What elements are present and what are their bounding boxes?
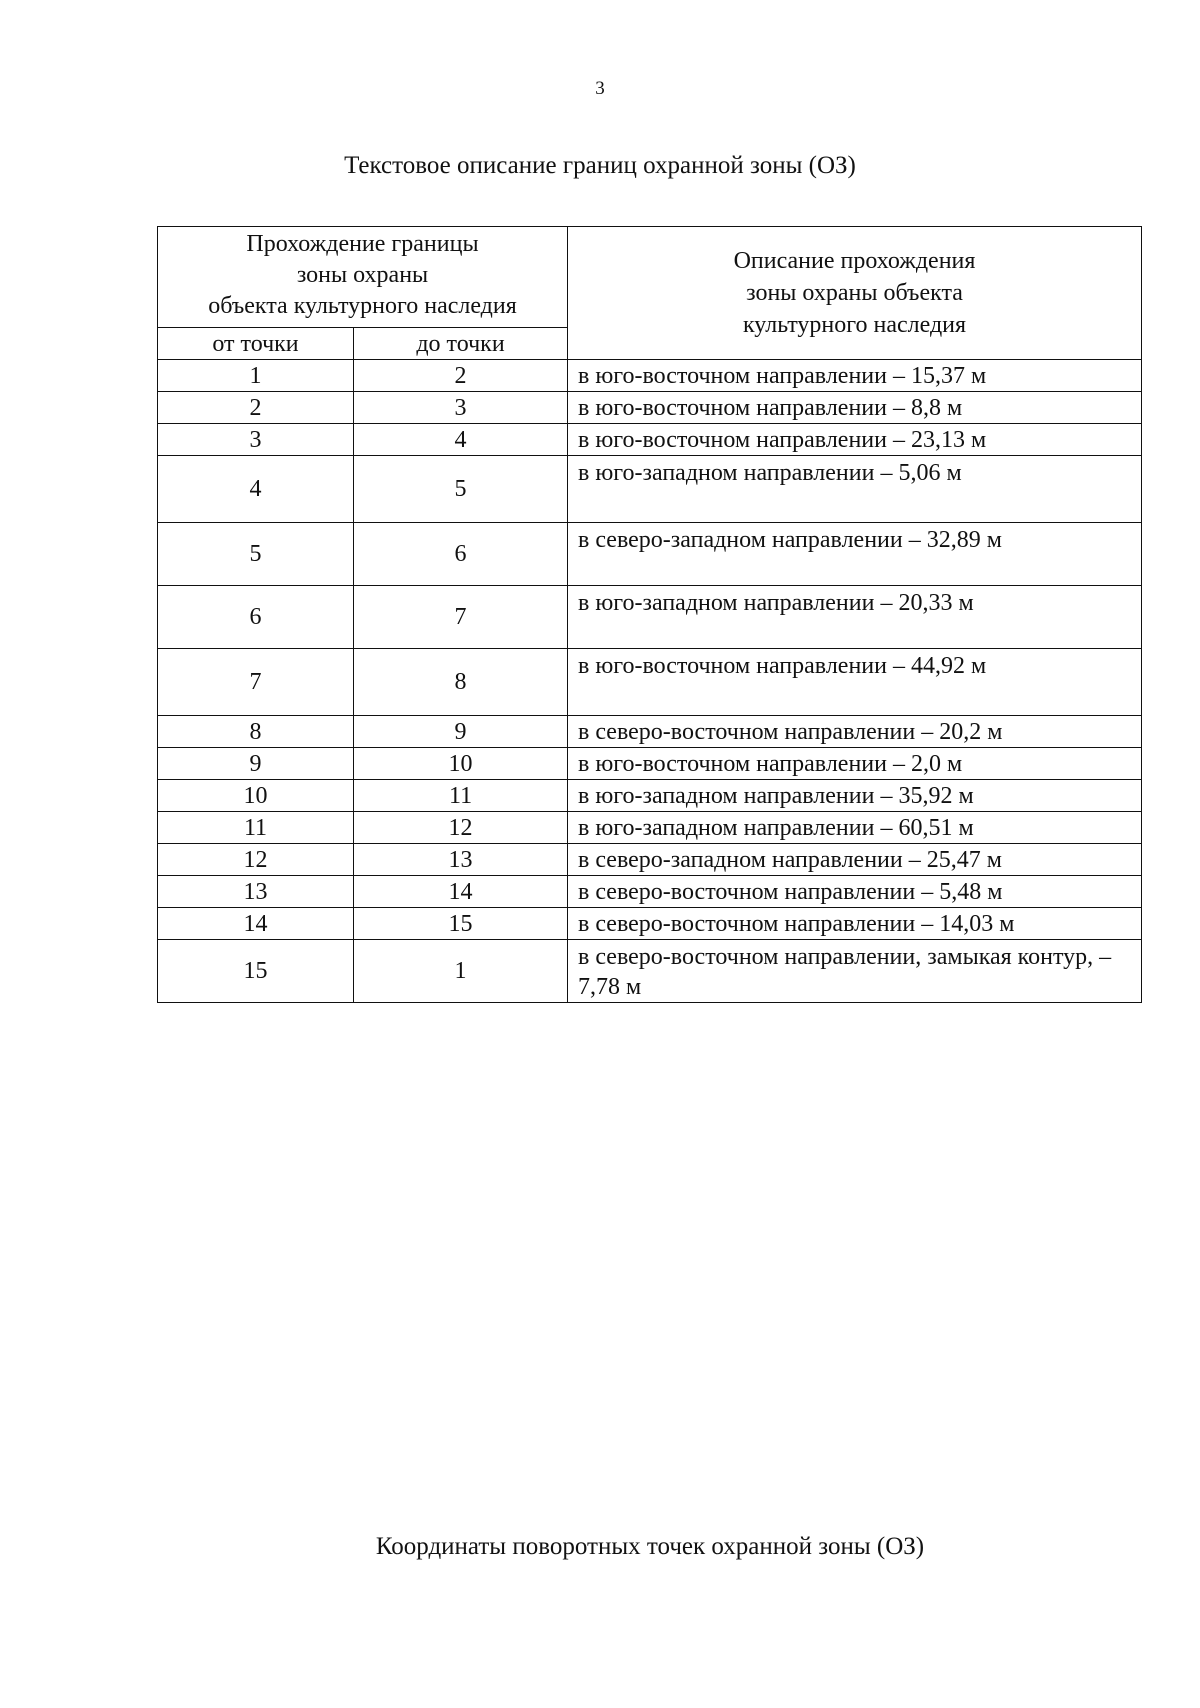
to-point: 12: [354, 812, 568, 844]
header-description-line-3: культурного наследия: [742, 312, 967, 338]
to-point: 13: [354, 844, 568, 876]
to-point: 3: [354, 392, 568, 424]
segment-description: в северо-восточном направлении, замыкая контур, – 7,78 м: [568, 940, 1142, 1003]
from-point: 2: [158, 392, 354, 424]
from-point: 3: [158, 424, 354, 456]
table-row: [158, 392, 1142, 424]
from-point: 10: [158, 780, 354, 812]
from-point: 14: [158, 908, 354, 940]
header-boundary-line-3: объекта культурного наследия: [208, 293, 517, 319]
segment-description: в юго-восточном направлении – 44,92 м: [568, 649, 1142, 716]
to-point: 2: [354, 360, 568, 392]
table-row: [158, 940, 1142, 1003]
header-boundary-line-1: Прохождение границы: [246, 231, 479, 257]
from-point: 6: [158, 586, 354, 649]
to-point: 9: [354, 716, 568, 748]
segment-description: в северо-западном направлении – 32,89 м: [568, 523, 1142, 586]
segment-description: в юго-восточном направлении – 8,8 м: [568, 392, 1142, 424]
table-row: [158, 523, 1142, 586]
to-point: 7: [354, 586, 568, 649]
segment-description: в северо-восточном направлении – 5,48 м: [568, 876, 1142, 908]
from-point: 1: [158, 360, 354, 392]
table-row: [158, 844, 1142, 876]
to-point: 4: [354, 424, 568, 456]
to-point: 1: [354, 940, 568, 1003]
table-row: [158, 424, 1142, 456]
from-point: 13: [158, 876, 354, 908]
from-point: 9: [158, 748, 354, 780]
table-row: [158, 876, 1142, 908]
from-point: 4: [158, 456, 354, 523]
table-row: [158, 456, 1142, 523]
from-point: 8: [158, 716, 354, 748]
table-row: [158, 780, 1142, 812]
header-description: [568, 227, 1142, 360]
table-row: [158, 360, 1142, 392]
header-description-line-1: Описание прохождения: [733, 248, 976, 274]
section-title-coordinates: Координаты поворотных точек охранной зоны (ОЗ): [375, 1533, 925, 1560]
table-row: [158, 716, 1142, 748]
table-row: [158, 586, 1142, 649]
table-row: [158, 908, 1142, 940]
segment-description: в юго-западном направлении – 35,92 м: [568, 780, 1142, 812]
to-point: 8: [354, 649, 568, 716]
segment-description: в северо-восточном направлении – 14,03 м: [568, 908, 1142, 940]
from-point: 11: [158, 812, 354, 844]
header-from-point: от точки: [158, 328, 354, 360]
segment-description: в юго-восточном направлении – 23,13 м: [568, 424, 1142, 456]
from-point: 5: [158, 523, 354, 586]
segment-description: в северо-восточном направлении – 20,2 м: [568, 716, 1142, 748]
segment-description: в юго-восточном направлении – 15,37 м: [568, 360, 1142, 392]
to-point: 14: [354, 876, 568, 908]
header-description-line-2: зоны охраны объекта: [746, 280, 963, 306]
table-row: [158, 748, 1142, 780]
to-point: 10: [354, 748, 568, 780]
segment-description: в северо-западном направлении – 25,47 м: [568, 844, 1142, 876]
boundary-description-table: [157, 226, 1142, 1003]
segment-description: в юго-западном направлении – 60,51 м: [568, 812, 1142, 844]
segment-description: в юго-западном направлении – 20,33 м: [568, 586, 1142, 649]
document-title: Текстовое описание границ охранной зоны (ОЗ): [344, 152, 856, 179]
segment-description: в юго-западном направлении – 5,06 м: [568, 456, 1142, 523]
page-number: 3: [595, 78, 605, 99]
to-point: 11: [354, 780, 568, 812]
from-point: 7: [158, 649, 354, 716]
from-point: 15: [158, 940, 354, 1003]
header-boundary-line-2: зоны охраны: [296, 262, 429, 288]
table-row: [158, 812, 1142, 844]
table-row: [158, 649, 1142, 716]
header-boundary-passage: [158, 227, 568, 328]
to-point: 5: [354, 456, 568, 523]
header-to-point: до точки: [354, 328, 568, 360]
to-point: 15: [354, 908, 568, 940]
from-point: 12: [158, 844, 354, 876]
segment-description: в юго-восточном направлении – 2,0 м: [568, 748, 1142, 780]
to-point: 6: [354, 523, 568, 586]
